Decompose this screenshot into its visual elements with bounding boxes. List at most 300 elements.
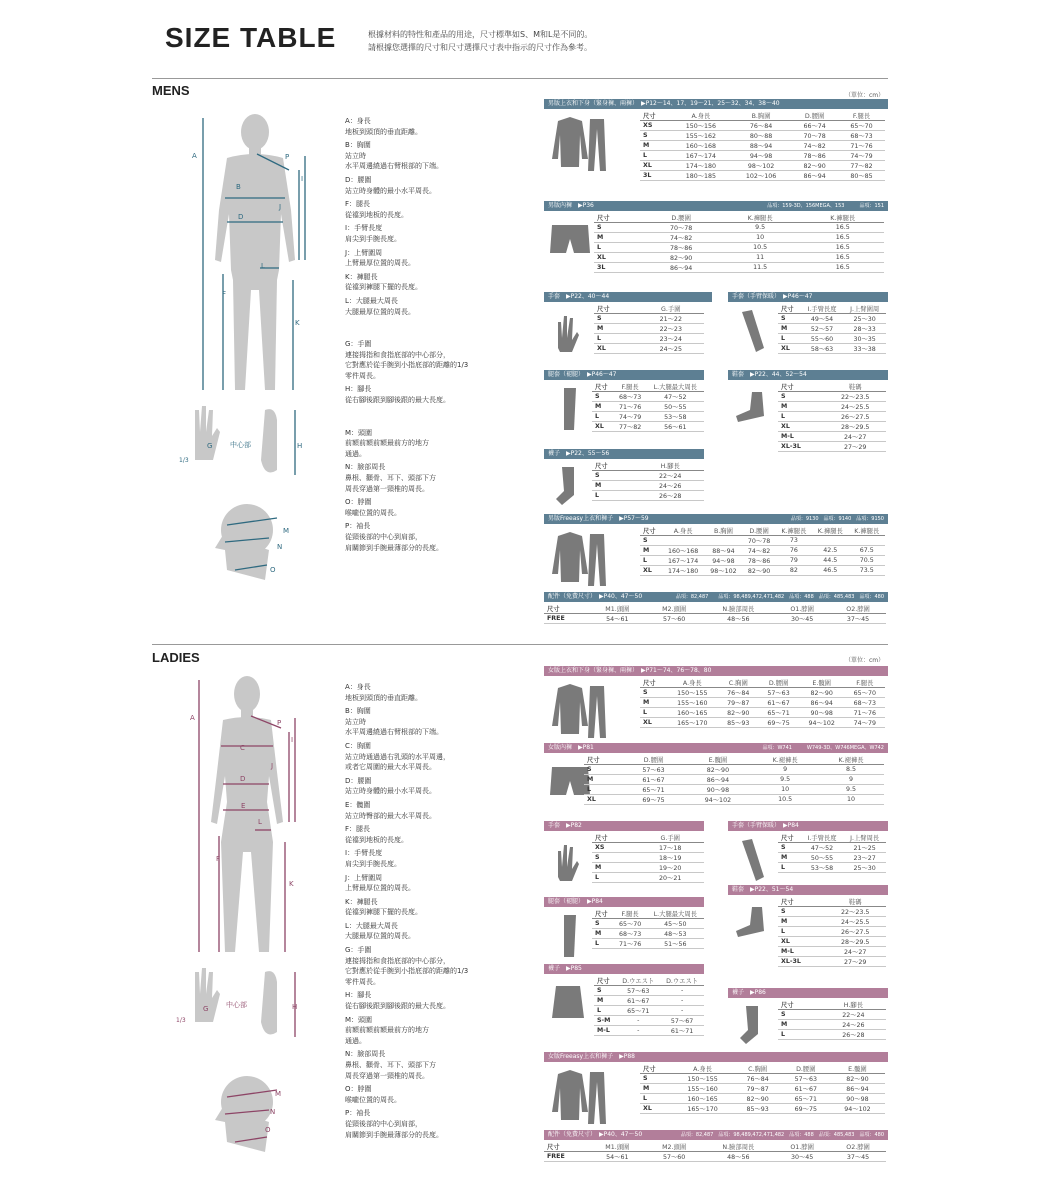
- table-cell: M: [592, 402, 614, 412]
- column-header: J.上臂圍周: [843, 304, 886, 314]
- table-title: 手套（手臂保暖） ▶P46～47: [732, 293, 813, 300]
- table-row: [640, 566, 885, 576]
- table-cell: 19～20: [636, 863, 704, 873]
- size-table-t7: [594, 976, 704, 1036]
- table-cell: 61～67: [616, 996, 660, 1006]
- mens-fraction-label: 1/3: [179, 457, 189, 464]
- definition-text: 零件周長。: [345, 977, 380, 986]
- mens-letter-a: A: [192, 152, 197, 160]
- definition-text: 站立時身體的最小水平周長。: [345, 787, 436, 796]
- table-row: [584, 765, 884, 775]
- table-cell: 10.5: [719, 243, 802, 253]
- table-cell: 22～24: [821, 1010, 886, 1020]
- definition-text: 站立時臀部的最大水平周長。: [345, 811, 436, 820]
- table-cell: 82～90: [791, 161, 838, 171]
- table-cell: 70～78: [742, 536, 775, 546]
- table-cell: 74～82: [791, 141, 838, 151]
- table-row: [778, 1010, 886, 1020]
- definition-item: [345, 741, 525, 773]
- table-cell: S: [778, 314, 801, 324]
- table-cell: 65～71: [782, 1094, 830, 1104]
- table-cell: XL: [778, 422, 824, 432]
- definition-text: 水平周邊繞過右臂根部的下端。: [345, 728, 443, 737]
- table-cell: 53～58: [647, 412, 704, 422]
- table-cell: 150～155: [666, 688, 718, 698]
- definition-text: 水平周邊繞過右臂根部的下端。: [345, 162, 443, 171]
- column-header: G.手圍: [638, 304, 704, 314]
- table-cell: 24～25.5: [824, 917, 886, 927]
- table-header-row: [592, 909, 704, 919]
- table-cell: FREE: [544, 614, 589, 624]
- table-row: [778, 324, 886, 334]
- table-row: [592, 481, 704, 491]
- table-cell: L: [594, 334, 638, 344]
- table-row: [640, 698, 885, 708]
- table-cell: 46.5: [812, 566, 848, 576]
- table-title: 女版Freeasy上衣和褲子 ▶P88: [548, 1053, 635, 1060]
- mens-definitions: [345, 116, 525, 556]
- table-cell: 82～90: [742, 566, 775, 576]
- definition-term: D：腰圍: [345, 175, 372, 184]
- table-cell: 73.5: [849, 566, 885, 576]
- table-row: [778, 907, 886, 917]
- definition-text: 它對應於從手腕到小指底部的距離的1/3: [345, 967, 469, 976]
- definition-term: P：袖長: [345, 522, 371, 531]
- ladies-letter-k: K: [289, 880, 294, 888]
- column-header: L.大腿最大周長: [647, 909, 704, 919]
- mens-letter-m: M: [283, 527, 290, 535]
- table-cell: 50～55: [801, 853, 844, 863]
- table-cell: 42.5: [812, 546, 848, 556]
- table-cell: M: [584, 775, 623, 785]
- table-cell: 10: [818, 795, 884, 805]
- size-table-t5: [592, 382, 704, 432]
- table-cell: 3L: [594, 263, 643, 273]
- table-cell: 74～79: [838, 151, 885, 161]
- table-header-t6: [728, 370, 888, 380]
- table-cell: 57～63: [623, 765, 683, 775]
- column-header: 尺寸: [640, 526, 662, 536]
- page-title: SIZE TABLE: [165, 22, 337, 53]
- definition-text: 從右腳後跟到腳後跟的最大長度。: [345, 396, 450, 405]
- table-row: [594, 1006, 704, 1016]
- table-cell: 73: [776, 536, 812, 546]
- table-cell: 22～23.5: [824, 907, 886, 917]
- table-cell: 76～84: [718, 688, 758, 698]
- table-cell: 86～94: [830, 1084, 885, 1094]
- definition-item: [345, 140, 525, 172]
- definition-item: [345, 223, 525, 244]
- table-cell: L: [592, 939, 614, 949]
- table-cell: 28～29.5: [824, 422, 886, 432]
- table-cell: 24～27: [824, 947, 886, 957]
- column-header: 尺寸: [778, 897, 824, 907]
- column-header: 尺寸: [640, 1064, 672, 1074]
- table-cell: 150～156: [671, 121, 731, 131]
- table-header-t2: [544, 743, 888, 753]
- table-cell: L: [584, 785, 623, 795]
- table-cell: 70～78: [791, 131, 838, 141]
- table-cell: M: [594, 233, 643, 243]
- table-cell: 57～63: [616, 986, 660, 996]
- table-cell: 82～90: [734, 1094, 782, 1104]
- definition-text: 喉嚨位置的周長。: [345, 508, 401, 517]
- size-table-t8: [640, 526, 885, 576]
- column-header: I.手臂長度: [801, 833, 844, 843]
- definition-term: E：髖圍: [345, 800, 371, 809]
- table-row: [594, 314, 704, 324]
- table-cell: 68～73: [845, 698, 885, 708]
- table-cell: S: [640, 131, 671, 141]
- table-cell: 65～70: [614, 919, 647, 929]
- definition-item: [345, 1049, 525, 1081]
- table-cell: 9: [818, 775, 884, 785]
- table-title: 腿套（褪腿） ▶P46～47: [548, 371, 617, 378]
- table-title: 女版內褲 ▶P81: [548, 744, 594, 751]
- ladies-letter-j: J: [271, 762, 274, 770]
- table-cell: L: [640, 151, 671, 161]
- table-title: 腿套（褪腿） ▶P84: [548, 898, 603, 905]
- size-table-t9: [544, 1142, 886, 1162]
- table-cell: 82～90: [643, 253, 718, 263]
- table-row: [592, 929, 704, 939]
- definition-term: G：手圍: [345, 340, 372, 349]
- table-cell: [704, 536, 742, 546]
- table-row: [594, 233, 884, 243]
- column-header: G.手圍: [636, 833, 704, 843]
- ladies-letter-a: A: [190, 714, 195, 722]
- table-row: [594, 263, 884, 273]
- definition-item: [345, 848, 525, 869]
- ladies-letter-d: D: [240, 775, 246, 783]
- definition-term: A：身長: [345, 683, 371, 691]
- table-row: [584, 775, 884, 785]
- column-header: E.髖圍: [684, 755, 753, 765]
- table-row: [778, 392, 886, 402]
- size-table-t8: [640, 1064, 885, 1114]
- table-cell: 82～90: [684, 765, 753, 775]
- table-cell: 28～29.5: [824, 937, 886, 947]
- table-cell: M: [778, 1020, 821, 1030]
- ladies-body-diagram: [165, 672, 340, 1172]
- column-header: A.身長: [666, 678, 718, 688]
- table-cell: 69～75: [758, 718, 798, 728]
- table-header-row: [778, 833, 886, 843]
- table-cell: 54～61: [589, 614, 646, 624]
- man-silhouette: [215, 114, 295, 390]
- table-cell: XL-3L: [778, 957, 824, 967]
- table-title: 男版Freeasy上衣和褲子 ▶P57～59: [548, 515, 649, 522]
- definition-text: 站立時身體的最小水平周長。: [345, 186, 436, 195]
- definition-item: [345, 776, 525, 797]
- ladies-definitions: [345, 682, 525, 1143]
- table-cell: M: [778, 324, 801, 334]
- definition-item: [345, 497, 525, 518]
- column-header: M2.頭圍: [646, 1142, 703, 1152]
- column-header: 尺寸: [592, 382, 614, 392]
- table-cell: 27～29: [824, 442, 886, 452]
- column-header: 尺寸: [592, 909, 614, 919]
- definition-term: L：大腿最大周長: [345, 296, 398, 305]
- table-cell: 45～50: [647, 919, 704, 929]
- table-cell: S: [640, 536, 662, 546]
- table-row: [592, 491, 704, 501]
- intro-text: [368, 28, 592, 54]
- table-cell: 180～185: [671, 171, 731, 181]
- definition-item: [345, 384, 525, 405]
- table-row: [778, 937, 886, 947]
- table-cell: 155～160: [672, 1084, 734, 1094]
- mens-unit: （單位：cm）: [845, 92, 885, 99]
- table-cell: S: [778, 843, 801, 853]
- table-cell: [849, 536, 885, 546]
- table-cell: 21～22: [638, 314, 704, 324]
- table-cell: 30～45: [774, 614, 830, 624]
- table-cell: 47～52: [801, 843, 844, 853]
- column-header: M1.頭圍: [589, 1142, 646, 1152]
- table-header-t8: [544, 1052, 888, 1062]
- table-cell: 51～56: [647, 939, 704, 949]
- table-cell: 26～27.5: [824, 927, 886, 937]
- definition-text: 站立時: [345, 717, 366, 726]
- table-cell: 23～24: [638, 334, 704, 344]
- column-header: D.腰圍: [791, 111, 838, 121]
- table-items-note: 品項：W741 W749-3D、W746MEGA、W742: [762, 745, 884, 751]
- table-cell: 24～25: [638, 344, 704, 354]
- column-header: F.腿長: [845, 678, 885, 688]
- definition-text: 從襠到地板的長度。: [345, 210, 408, 219]
- table-cell: 3L: [640, 171, 671, 181]
- table-cell: M: [640, 141, 671, 151]
- table-cell: M: [592, 863, 636, 873]
- table-header-t7b: [728, 988, 888, 998]
- definition-text: 從襠到褲腿下擺的長度。: [345, 283, 422, 292]
- definition-text: 或者它周圍的最大水平周長。: [345, 763, 436, 772]
- mens-letter-h: H: [297, 442, 303, 450]
- table-cell: M: [592, 929, 614, 939]
- definition-text: 從頸後部的中心到肩部，: [345, 533, 422, 541]
- ladies-letter-h: H: [292, 1003, 298, 1011]
- table-row: [592, 939, 704, 949]
- table-title: 手套（手臂保暖） ▶P84: [732, 822, 799, 829]
- table-header-row: [592, 461, 704, 471]
- table-header-t7: [544, 964, 704, 974]
- column-header: 尺寸: [584, 755, 623, 765]
- column-header: D.腰圍: [643, 213, 718, 223]
- table-cell: XL-3L: [778, 442, 824, 452]
- table-title: 襪子 ▶P86: [732, 989, 766, 996]
- size-table-t7b: [778, 1000, 886, 1040]
- size-table-t3: [592, 833, 704, 883]
- column-header: M1.頭圍: [589, 604, 646, 614]
- table-header-row: [778, 382, 886, 392]
- table-cell: 85～93: [734, 1104, 782, 1114]
- table-cell: 37～45: [830, 614, 886, 624]
- table-cell: 155～160: [666, 698, 718, 708]
- table-row: [640, 1074, 885, 1084]
- table-cell: 58～63: [801, 344, 844, 354]
- column-header: K.褪褲長: [752, 755, 818, 765]
- definition-term: H：腳長: [345, 991, 372, 1000]
- definition-text: 鼻根、顴骨、耳下、頭部下方: [345, 474, 436, 483]
- table-cell: 98～102: [731, 161, 791, 171]
- table-items-note: 品項：159-3D、156MEGA、153 品項：151: [767, 203, 884, 209]
- table-cell: 61～67: [758, 698, 798, 708]
- table-header-row: [778, 304, 886, 314]
- definition-item: [345, 706, 525, 738]
- table-cell: XL: [778, 937, 824, 947]
- column-header: F.腿長: [614, 909, 647, 919]
- ladies-letter-f: F: [216, 855, 221, 863]
- table-cell: 71～76: [838, 141, 885, 151]
- ladies-letter-g: G: [203, 1005, 209, 1013]
- mens-letter-b: B: [236, 183, 241, 191]
- table-cell: S: [584, 765, 623, 775]
- table-cell: 86～94: [791, 171, 838, 181]
- table-cell: 94～102: [684, 795, 753, 805]
- column-header: 尺寸: [594, 976, 616, 986]
- column-header: K.褲腿長: [801, 213, 884, 223]
- table-cell: S: [778, 907, 824, 917]
- table-cell: S: [594, 223, 643, 233]
- table-row: [640, 1084, 885, 1094]
- ladies-letter-c: C: [240, 744, 245, 752]
- table-cell: 18～19: [636, 853, 704, 863]
- table-cell: 48～53: [647, 929, 704, 939]
- table-cell: 77～82: [614, 422, 647, 432]
- size-table-t2: [594, 213, 884, 273]
- definition-item: [345, 800, 525, 821]
- table-row: [592, 863, 704, 873]
- definition-term: K：褲腿長: [345, 272, 378, 281]
- woman-silhouette: [211, 676, 283, 952]
- size-table-t9: [544, 604, 886, 624]
- table-cell: 98～102: [704, 566, 742, 576]
- table-row: [640, 171, 885, 181]
- table-row: [544, 1152, 886, 1162]
- definition-item: [345, 462, 525, 494]
- definition-text: 零件周長。: [345, 371, 380, 380]
- table-header-t9: [544, 592, 888, 602]
- table-cell: 65～70: [838, 121, 885, 131]
- table-cell: XS: [640, 121, 671, 131]
- table-cell: 61～71: [660, 1026, 704, 1036]
- column-header: D.腰圍: [623, 755, 683, 765]
- table-cell: S: [640, 1074, 672, 1084]
- table-cell: 69～75: [782, 1104, 830, 1114]
- table-items-note: 品項：82,487 品項：98,489,472,471,482 品項：488 品項：485,483 品項：480: [680, 1132, 884, 1138]
- table-cell: 76: [776, 546, 812, 556]
- table-cell: 52～57: [801, 324, 844, 334]
- table-cell: XL: [594, 344, 638, 354]
- table-header-row: [640, 678, 885, 688]
- table-cell: 70.5: [849, 556, 885, 566]
- table-cell: L: [592, 412, 614, 422]
- table-cell: [662, 536, 705, 546]
- table-header-row: [640, 111, 885, 121]
- definition-text: 站立時: [345, 151, 366, 160]
- table-row: [778, 442, 886, 452]
- definition-item: [345, 990, 525, 1011]
- table-cell: 167～174: [662, 556, 705, 566]
- column-header: H.腳長: [636, 461, 704, 471]
- definition-term: O：脖圍: [345, 1085, 372, 1094]
- column-header: A.身長: [662, 526, 705, 536]
- table-cell: 77～82: [838, 161, 885, 171]
- table-cell: S: [778, 392, 824, 402]
- definition-item: [345, 1084, 525, 1105]
- table-cell: 20～21: [636, 873, 704, 883]
- table-cell: 11.5: [719, 263, 802, 273]
- table-row: [592, 873, 704, 883]
- table-cell: L: [778, 1030, 821, 1040]
- definition-item: [345, 682, 525, 703]
- table-row: [594, 223, 884, 233]
- table-row: [592, 422, 704, 432]
- table-cell: 174～180: [662, 566, 705, 576]
- definition-term: A：身長: [345, 117, 371, 125]
- definition-item: [345, 428, 525, 460]
- table-row: [640, 1104, 885, 1114]
- table-cell: 9.5: [752, 775, 818, 785]
- column-header: M2.頭圍: [646, 604, 703, 614]
- table-cell: M: [778, 853, 801, 863]
- table-cell: 21～25: [843, 843, 886, 853]
- table-cell: 10: [719, 233, 802, 243]
- table-cell: M: [778, 402, 824, 412]
- table-row: [584, 785, 884, 795]
- definition-item: [345, 824, 525, 845]
- table-cell: 94～98: [704, 556, 742, 566]
- table-cell: -: [660, 1006, 704, 1016]
- table-cell: XS: [592, 843, 636, 853]
- table-cell: L: [592, 873, 636, 883]
- table-cell: 28～33: [843, 324, 886, 334]
- mens-letter-p: P: [285, 153, 290, 161]
- table-cell: 30～35: [843, 334, 886, 344]
- jersey-icon: [548, 115, 608, 173]
- table-cell: 24～27: [824, 432, 886, 442]
- table-cell: 17～18: [636, 843, 704, 853]
- size-table-t6: [778, 382, 886, 452]
- table-header-row: [544, 1142, 886, 1152]
- table-cell: 57～60: [646, 614, 703, 624]
- size-table-t7: [592, 461, 704, 501]
- table-cell: 68～73: [838, 131, 885, 141]
- table-cell: 174～180: [671, 161, 731, 171]
- table-cell: 86～94: [643, 263, 718, 273]
- table-cell: 30～45: [774, 1152, 830, 1162]
- table-cell: 150～155: [672, 1074, 734, 1084]
- table-cell: 16.5: [801, 263, 884, 273]
- table-cell: 65～71: [758, 708, 798, 718]
- table-row: [584, 795, 884, 805]
- table-row: [778, 917, 886, 927]
- table-header-t1: [544, 99, 888, 109]
- table-cell: 78～86: [742, 556, 775, 566]
- table-cell: L: [778, 927, 824, 937]
- table-cell: 82～90: [799, 688, 845, 698]
- table-cell: S: [592, 471, 636, 481]
- column-header: O2.脖圍: [830, 1142, 886, 1152]
- column-header: O1.脖圍: [774, 1142, 830, 1152]
- column-header: 尺寸: [640, 678, 666, 688]
- definition-item: [345, 272, 525, 293]
- definition-text: 大腿最厚位置的周長。: [345, 307, 415, 316]
- table-cell: 78～86: [643, 243, 718, 253]
- table-cell: 57～63: [758, 688, 798, 698]
- table-cell: M-L: [778, 947, 824, 957]
